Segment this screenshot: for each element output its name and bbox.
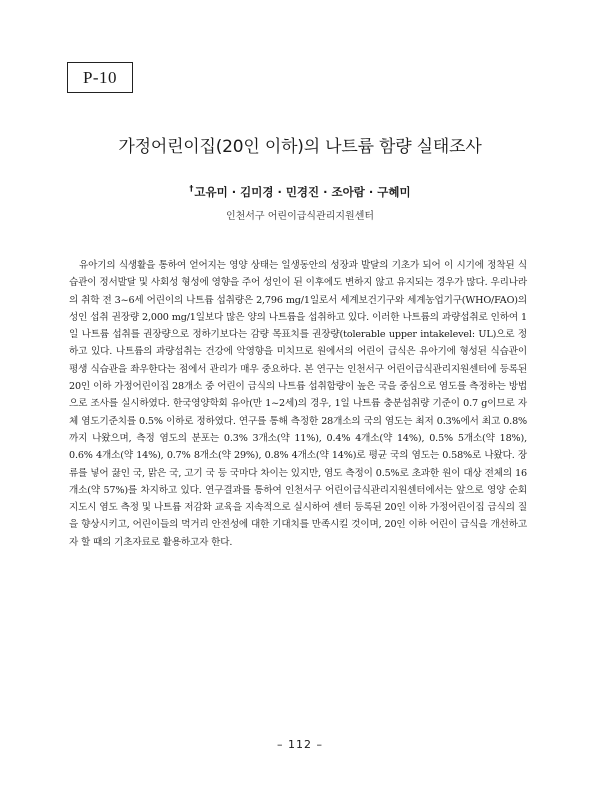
corresponding-author-mark: † <box>189 184 194 193</box>
author-line <box>0 184 600 200</box>
affiliation: 인천서구 어린이급식관리지원센터 <box>225 211 375 222</box>
poster-code-box: P-10 <box>67 62 133 93</box>
page-number: – 112 – <box>277 738 323 751</box>
author-names: 고유미 · 김미경 · 민경진 · 조아람 · 구혜미 <box>194 185 411 199</box>
abstract-body: 유아기의 식생활을 통하여 얻어지는 영양 상태는 일생동안의 성장과 발달의 기초가 되어 이 시기에 정착된 식습관이 정서발달 및 사회성 형성에 영향을 주어 성인이 된 이후에도 변하지 않고 유지되는 경우가 많다. 우리나라의 취학 전 3~6세 어린이의 나트륨 섭취량은 2,796 mg/1일로서 세계보건기구와 세계농업기구(WHO/FAO)의 성인 섭취 권장량 2,000 mg/1일보다 많은 양의 나트륨을 섭취하고 있다. 이러한 나트륨의 과량섭취로 인하여 1일 나트륨 섭취를 권장량으로 정하기보다는 감량 목표치를 권장량(tolerable upper intakelevel: UL)으로 정하고 있다. 나트륨의 과량섭취는 건강에 악영향을 미치므로 원에서의 어린이 급식은 유아기에 형성된 식습관이 평생 식습관을 좌우한다는 점에서 관리가 매우 중요하다. 본 연구는 인천서구 어린이급식관리지원센터에 등록된 20인 이하 가정어린이집 28개소 중 어린이 급식의 나트륨 섭취함량이 높은 국을 중심으로 염도를 측정하는 방법으로 조사를 실시하였다. 한국영양학회 유아(만 1~2세)의 경우, 1일 나트륨 충분섭취량 기준이 0.7 g이므로 자체 염도기준치를 0.5% 이하로 정하였다. 연구를 통해 측정한 28개소의 국의 염도는 최저 0.3%에서 최고 0.8%까지 나왔으며, 측정 염도의 분포는 0.3% 3개소(약 11%), 0.4% 4개소(약 14%), 0.5% 5개소(약 18%), 0.6% 4개소(약 14%), 0.7% 8개소(약 29%), 0.8% 4개소(약 14%)로 평균 국의 염도는 0.58%로 나왔다. 장류를 넣어 끓인 국, 맑은 국, 고기 국 등 국마다 차이는 있지만, 염도 측정이 0.5%로 초과한 원이 대상 전체의 16개소(약 57%)를 차지하고 있다. 연구결과를 통하여 인천서구 어린이급식관리지원센터에서는 앞으로 영양 순회지도시 염도 측정 및 나트륨 저감화 교육을 지속적으로 실시하여 센터 등록된 20인 이하 가정어린이집 급식의 질을 향상시키고, 어린이들의 먹거리 안전성에 대한 기대치를 만족시킬 것이며, 20인 이하 어린이 급식을 개선하고자 할 때의 기초자료로 활용하고자 한다. <box>69 260 527 548</box>
paper-title: 가정어린이집(20인 이하)의 나트륨 함량 실태조사 <box>118 137 482 157</box>
